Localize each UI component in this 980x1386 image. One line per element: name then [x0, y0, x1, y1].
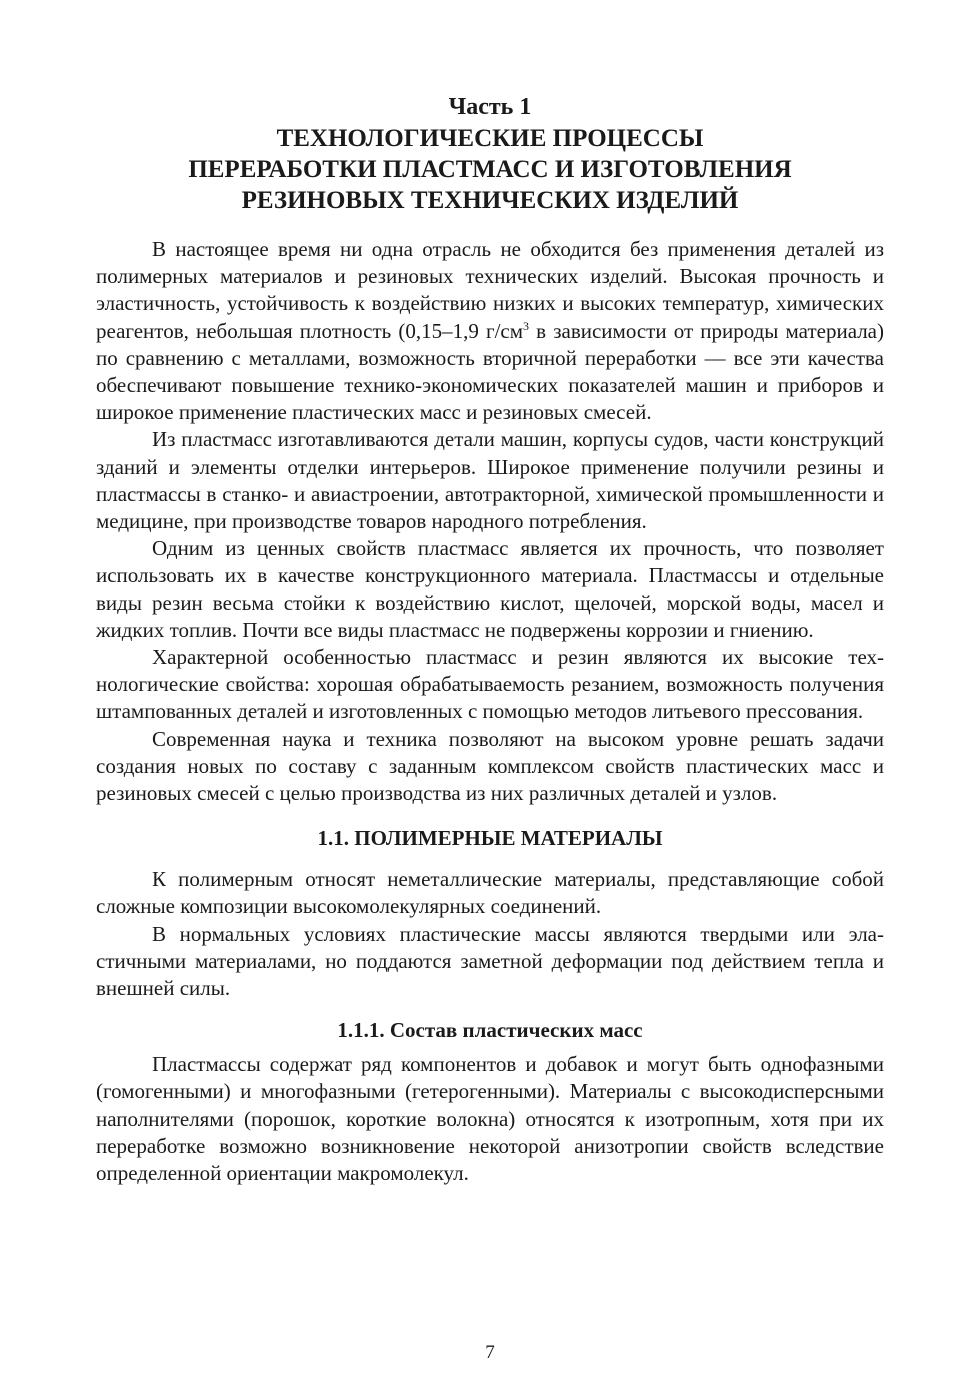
section-1-1-1-heading: 1.1.1. Состав пластических масс — [337, 1018, 643, 1043]
intro-paragraph-1 — [96, 236, 884, 426]
intro-paragraph-3: Одним из ценных свойств пластмасс является их прочность, что позволяет использовать их в качестве конструкционного материала. Пластмассы и отдельные виды резин весьма стойки к воздействию кислот, щелочей, морской воды, масел и жидких топлив. Почти все виды пластмасс не подвержены коррозии и гниению. — [96, 536, 884, 642]
page-number: 7 — [485, 1342, 495, 1363]
part-title-line-1: ТЕХНОЛОГИЧЕСКИЕ ПРОЦЕССЫ — [276, 125, 704, 152]
section-1-1-heading: 1.1. ПОЛИМЕРНЫЕ МАТЕРИАЛЫ — [317, 826, 663, 851]
part-title-line-2: ПЕРЕРАБОТКИ ПЛАСТМАСС И ИЗГОТОВЛЕНИЯ — [188, 156, 792, 183]
part-title-line-3: РЕЗИНОВЫХ ТЕХНИЧЕСКИХ ИЗДЕЛИЙ — [241, 187, 739, 214]
part-heading — [96, 92, 884, 216]
intro-paragraph-1-text-a: В настоящее время ни одна отрасль не обходится без применения деталей из полимерных материалов и резиновых технических изделий. Высокая прочность и эластичность, устойчивость к воздействию низких и высоких температур, химических реагентов, небольшая плотность (0,15–1,9 г/см — [96, 237, 884, 343]
section-1-1-1-paragraph-1: Пластмассы содержат ряд компонентов и добавок и могут быть однофазными (гомогенными) и многофазными (гетерогенными). Материалы с высокодисперсными наполнителями (порошок, короткие волокна) относятся к изотропным, хотя при их переработке возможно возникновение некоторой анизотропии свойств вследствие определенной ориентации макромолекул. — [96, 1052, 884, 1186]
section-1-1-paragraph-1: К полимерным относят неметаллические материалы, представляющие собой сложные композиции высокомолекулярных соединений. — [96, 867, 884, 919]
intro-paragraph-2: Из пластмасс изготавливаются детали машин, корпусы судов, части конструкций зданий и элементы отделки интерьеров. Широкое применение получили резины и пластмассы в станко- и авиастроении, автотракторной, химической промышленности и медицине, при производстве товаров народного потребления. — [96, 427, 884, 534]
intro-paragraph-5: Современная наука и техника позволяют на высоком уровне решать задачи создания новых по составу с заданным комплексом свойств пластических масс и резиновых смесей с целью производства из них различных деталей и узлов. — [96, 726, 884, 806]
intro-paragraph-4: Характерной особенностью пластмасс и резин являются их высокие технологические свойства: хорошая обрабатываемость резанием, возможность получения штампованных деталей и изготовленных с помощью методов литьевого прессования. — [96, 645, 884, 724]
superscript-cube: 3 — [523, 318, 530, 333]
intro-paragraph-1-text-b: в зависимости от природы материала) по сравнению с металлами, возможность вторичной переработки — все эти качества обеспечивают повышение технико-экономических показателей машин и приборов и широкое применение пластических масс и резиновых смесей. — [96, 318, 884, 425]
section-1-1-paragraph-2: В нормальных условиях пластические массы являются твердыми или эластичными материалами, но поддаются заметной деформации под действием тепла и внешней силы. — [96, 921, 884, 1001]
part-label: Часть 1 — [448, 94, 532, 120]
